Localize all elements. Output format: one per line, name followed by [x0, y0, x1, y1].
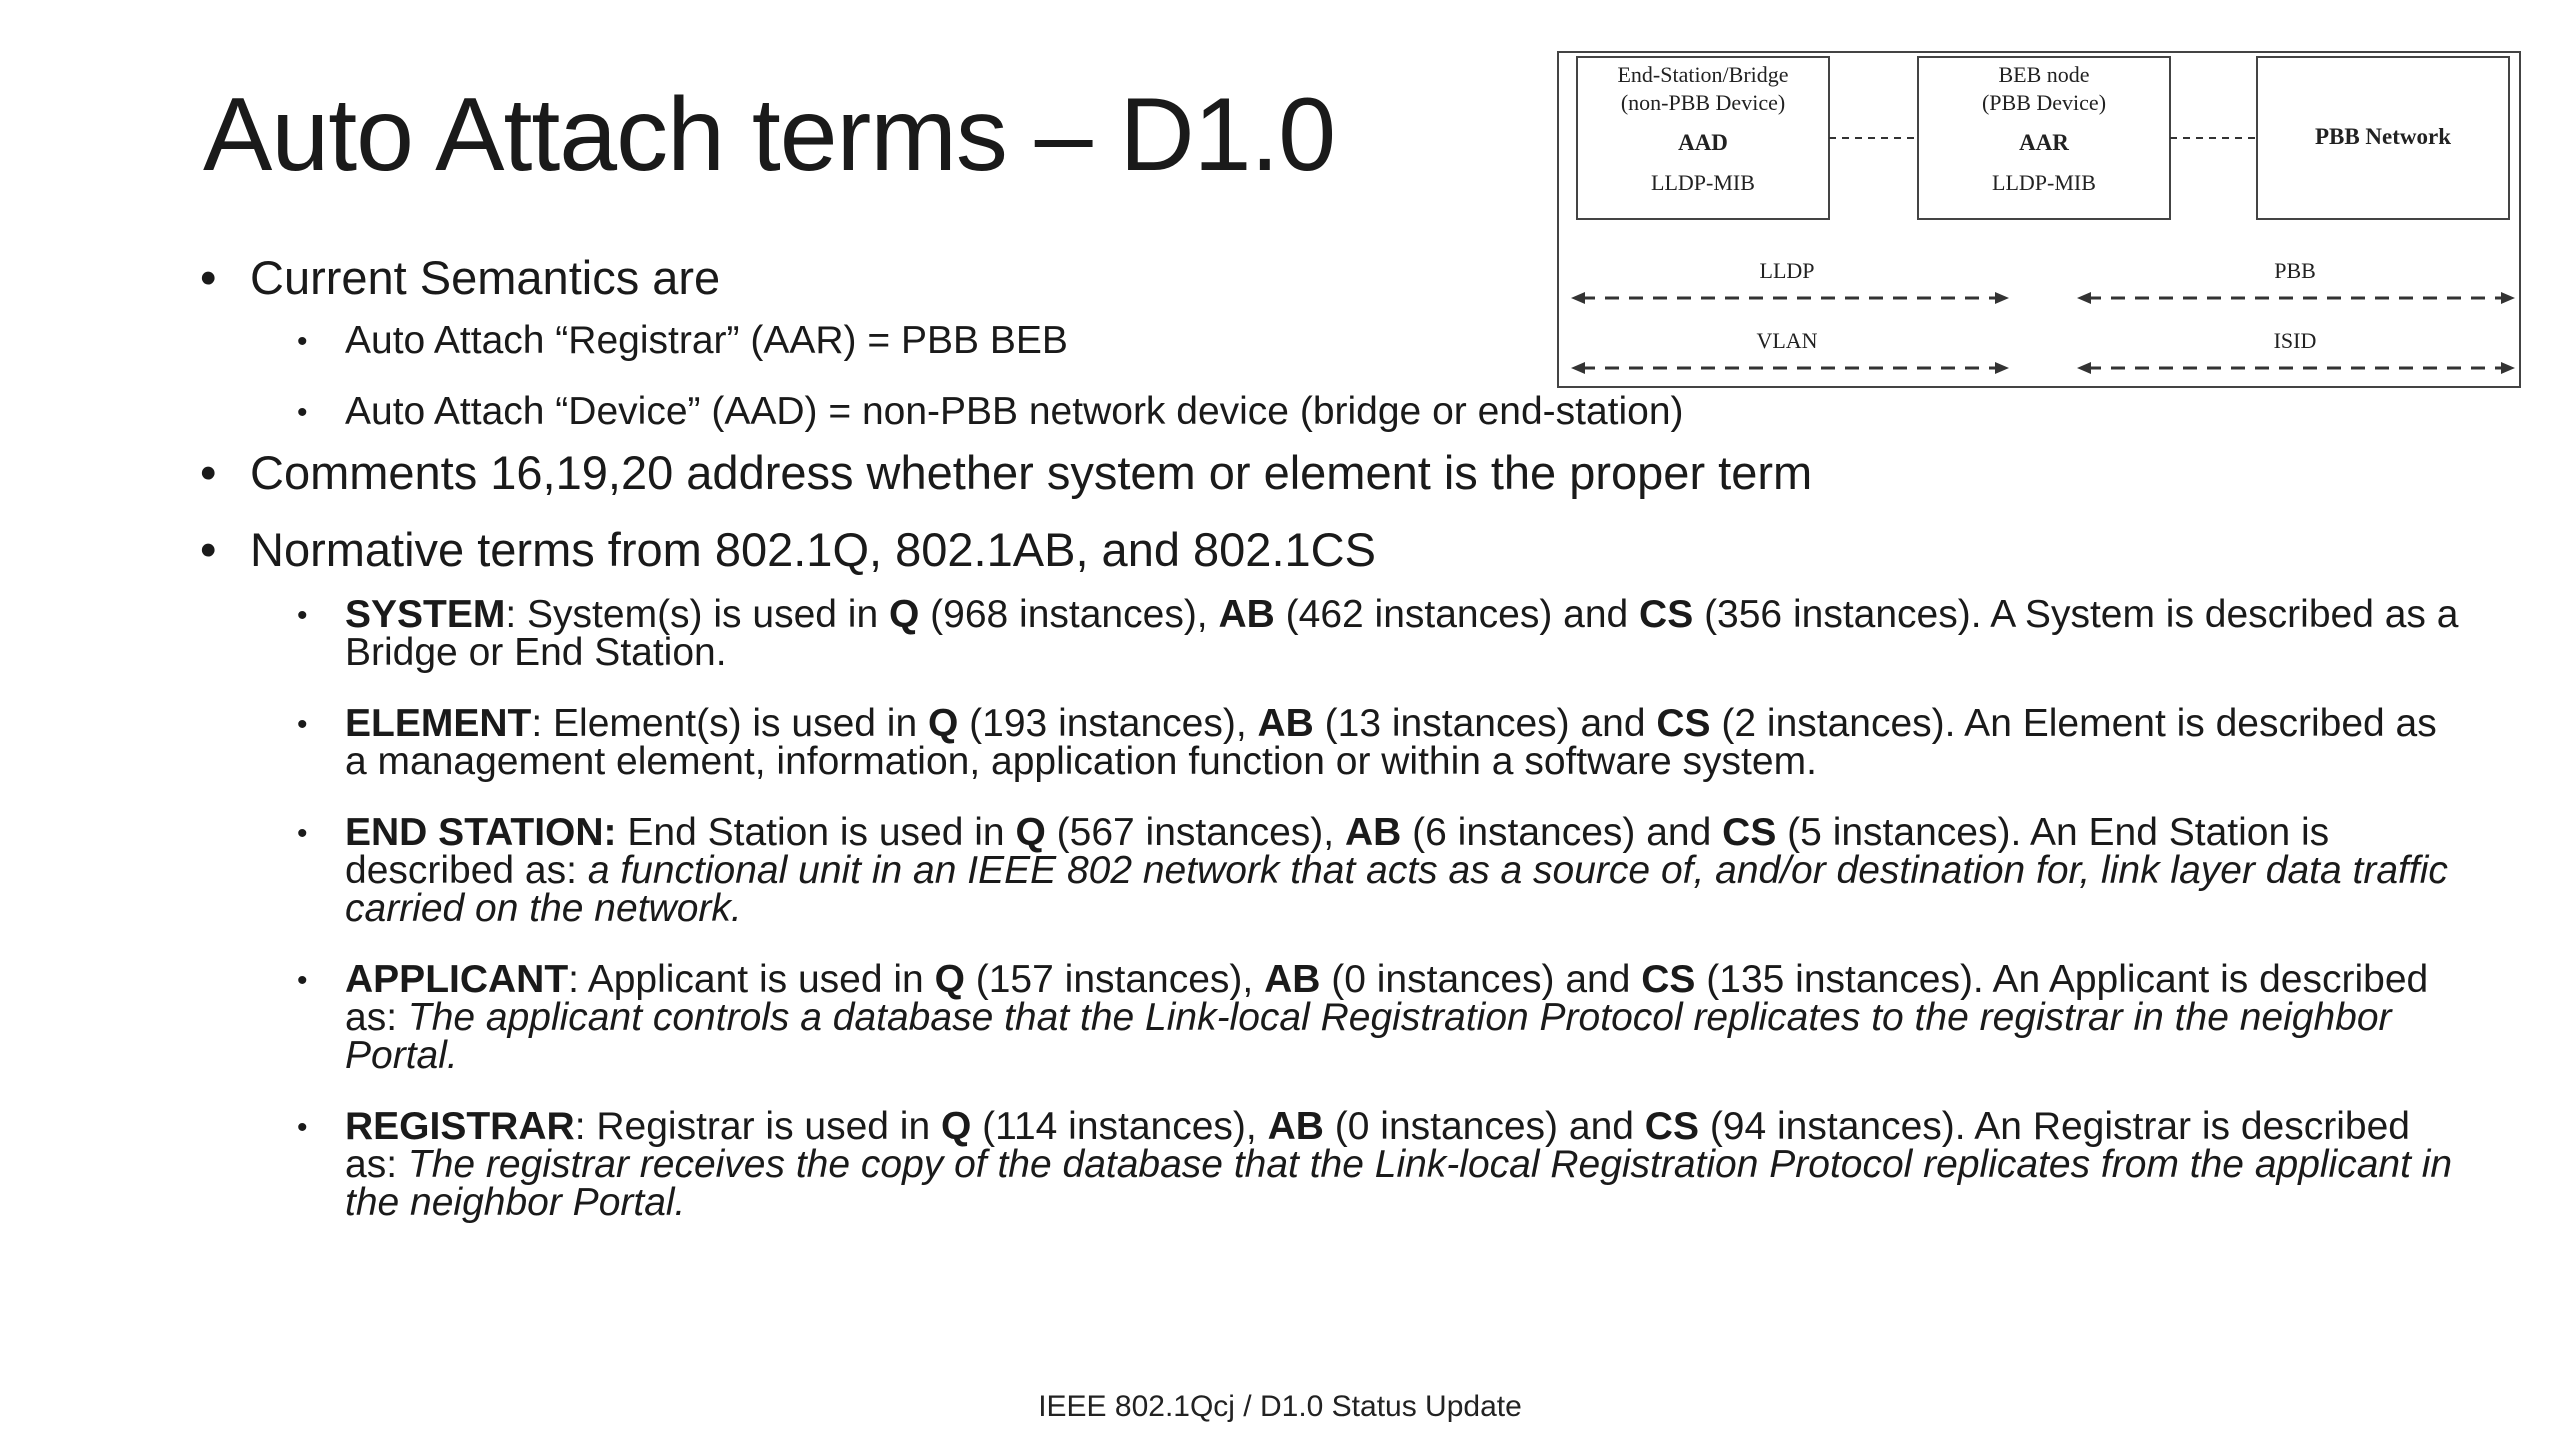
box-aar-mib: LLDP-MIB — [1992, 170, 2096, 195]
bullet-icon: • — [200, 446, 217, 499]
box-aar-line1: BEB node — [1998, 62, 2090, 87]
arrow-pbb-label: PBB — [2274, 258, 2316, 283]
bullet-icon: • — [297, 708, 308, 741]
bullet-icon: • — [297, 396, 308, 429]
box-aad-labels — [1577, 61, 1829, 197]
bullet-list — [200, 248, 2460, 1222]
term-quote: The registrar receives the copy of the database that the Link-local Registration Protocol replicates from the applicant in the neighbor Portal. — [345, 1143, 2453, 1224]
arrow-vlan-label: VLAN — [1756, 328, 1818, 353]
term-name: SYSTEM — [345, 593, 506, 636]
slide-title: Auto Attach terms – D1.0 — [203, 77, 1336, 193]
term-name: APPLICANT — [345, 958, 569, 1001]
bullet-text: Auto Attach “Device” (AAD) = non-PBB network device (bridge or end-station) — [345, 390, 1684, 433]
term-name: ELEMENT — [345, 702, 532, 745]
box-pbb-network-label: PBB Network — [2314, 124, 2452, 149]
arrow-lldp-label: LLDP — [1759, 258, 1815, 283]
term-system: • SYSTEM: System(s) is used in Q (968 instances), AB (462 instances) and CS (356 instances). A System is described as a Bridge or End Station. — [297, 593, 2459, 674]
term-quote: The applicant controls a database that the Link-local Registration Protocol replicates to the registrar in the neighbor Portal. — [345, 996, 2392, 1077]
box-aad-role: AAD — [1678, 130, 1728, 155]
bullet-icon: • — [297, 599, 308, 632]
bullet-aar-definition — [297, 319, 2460, 362]
slide-footer: IEEE 802.1Qcj / D1.0 Status Update — [1038, 1390, 1522, 1423]
bullet-text: Normative terms from 802.1Q, 802.1AB, and 802.1CS — [250, 523, 1376, 576]
bullet-icon: • — [297, 325, 308, 358]
box-aad-mib: LLDP-MIB — [1651, 170, 1755, 195]
term-name: REGISTRAR — [345, 1105, 575, 1148]
bullet-normative-terms — [200, 520, 2460, 580]
bullet-icon: • — [297, 964, 308, 997]
bullet-icon: • — [297, 817, 308, 850]
box-aar-line2: (PBB Device) — [1981, 90, 2107, 115]
arrow-isid-label: ISID — [2273, 328, 2317, 353]
box-aar-role: AAR — [2019, 130, 2069, 155]
arrowhead-icon — [2501, 362, 2515, 374]
term-element: • ELEMENT: Element(s) is used in Q (193 instances), AB (13 instances) and CS (2 instances). An Element is described as a management element, information, application function or within a software system. — [297, 702, 2437, 783]
bullet-icon: • — [297, 1111, 308, 1144]
bullet-icon: • — [200, 251, 217, 304]
term-quote: a functional unit in an IEEE 802 network that acts as a source of, and/or destination for, link layer data traffic carried on the network. — [345, 849, 2448, 930]
box-aad-line1: End-Station/Bridge — [1617, 62, 1789, 87]
arrowhead-icon — [2501, 292, 2515, 304]
bullet-text: Auto Attach “Registrar” (AAR) = PBB BEB — [345, 319, 1068, 362]
bullet-current-semantics — [200, 248, 2460, 308]
box-aad-line2: (non-PBB Device) — [1620, 90, 1786, 115]
bullet-comments — [200, 443, 2460, 503]
bullet-text: Current Semantics are — [250, 251, 721, 304]
box-aar-labels — [1918, 61, 2170, 197]
term-end-station: • END STATION: End Station is used in Q (567 instances), AB (6 instances) and CS (5 instances). An End Station is described as: a functional unit in an IEEE 802 network that acts as a source of, and/or destination for, link layer data traffic carried on the network. — [297, 811, 2448, 930]
term-name: END STATION: — [345, 811, 617, 854]
term-registrar: • REGISTRAR: Registrar is used in Q (114 instances), AB (0 instances) and CS (94 instances). An Registrar is described as: The registrar receives the copy of the database that the Link-local Registration Protocol replicates from the applicant in the neighbor Portal. — [297, 1105, 2453, 1224]
bullet-icon: • — [200, 523, 217, 576]
bullet-text: Comments 16,19,20 address whether system or element is the proper term — [250, 446, 1813, 499]
bullet-aad-definition — [297, 390, 2460, 433]
term-applicant: • APPLICANT: Applicant is used in Q (157 instances), AB (0 instances) and CS (135 instances). An Applicant is described as: The applicant controls a database that the Link-local Registration Protocol replicates to the registrar in the neighbor Portal. — [297, 958, 2429, 1077]
